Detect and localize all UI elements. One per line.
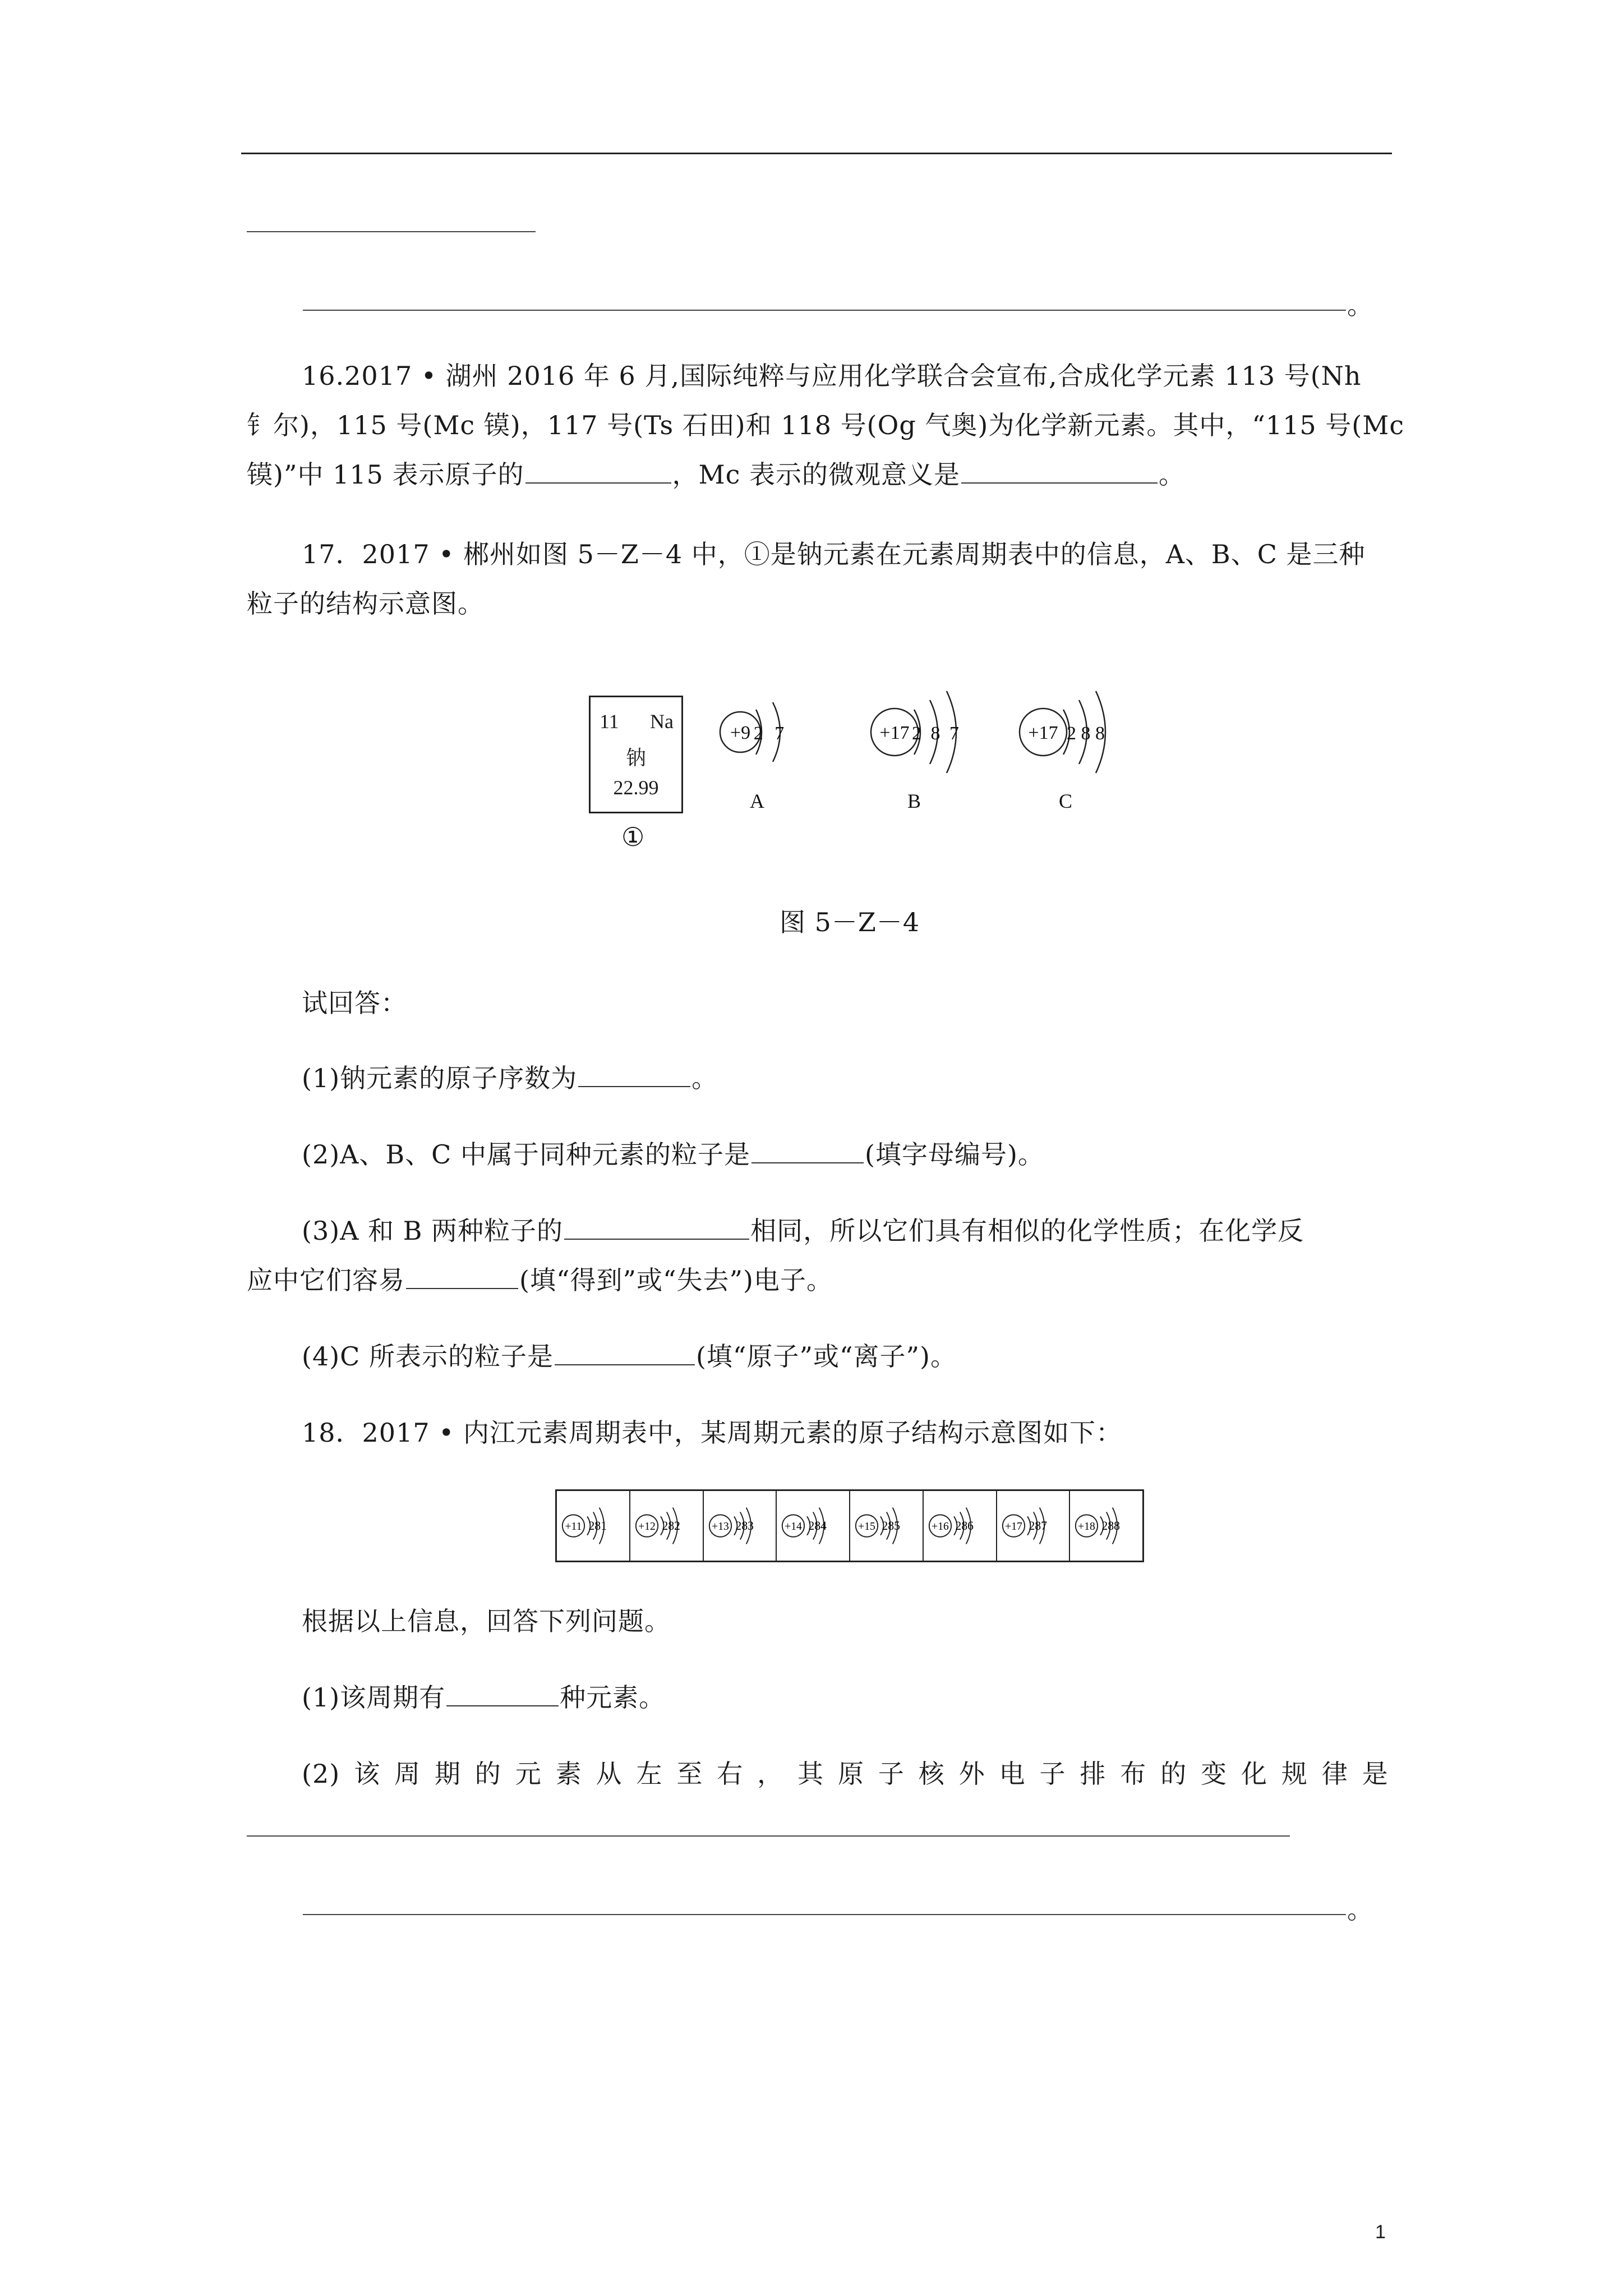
q18-sub2-char: 是 [1362, 1759, 1389, 1789]
period-atom-nucleus: +14 [785, 1520, 803, 1533]
q18-sub2-char: 核 [918, 1759, 945, 1789]
atom-a-label: A [750, 790, 764, 812]
q17-sub-1 [302, 1061, 718, 1095]
q18-sub2-char: 周 [394, 1759, 421, 1789]
answer-blank-long [303, 310, 1346, 311]
q17-sub-3-line-2 [247, 1263, 833, 1297]
q17-line-2: 粒子的结构示意图。 [247, 588, 484, 619]
q17-sub4-end: (填“原子”或“离子”)。 [695, 1341, 957, 1372]
period-atom-shells: 285 [882, 1519, 900, 1533]
q17-sub2-blank [751, 1140, 864, 1163]
q16-line-2: 钅尔)，115 号(Mc 镆)，117 号(Ts 石田)和 118 号(Og 气奥)为化学新元素。其中，“115 号(Mc [247, 410, 1405, 440]
q17-sub1-blank [578, 1064, 690, 1087]
answer-blank-short [247, 231, 536, 232]
end-mark: 。 [1347, 290, 1373, 320]
period-atom-cell [924, 1491, 997, 1561]
q18-sub1-text: (1)该周期有 [302, 1682, 446, 1713]
q18-sub2-char: 其 [797, 1759, 824, 1789]
period-atom-shells: 286 [955, 1519, 974, 1533]
period-atom-nucleus: +18 [1078, 1520, 1096, 1533]
q18-answer-blank-2 [303, 1914, 1346, 1915]
period-atom-cell [557, 1491, 630, 1561]
q18-sub-2 [302, 1757, 1389, 1791]
q18-sub2-char: 律 [1321, 1759, 1348, 1789]
q18-sub2-char: 子 [878, 1759, 905, 1789]
q18-sub2-char: 变 [1201, 1759, 1228, 1789]
q17-sub2-end: (填字母编号)。 [865, 1139, 1044, 1170]
period-atom-nucleus: +11 [565, 1520, 582, 1533]
period-atom-nucleus: +17 [1004, 1520, 1022, 1533]
atom-b-shells: 2 8 7 [912, 723, 961, 744]
page-number: 1 [1375, 2221, 1386, 2243]
q16-text-a: 镆)”中 115 表示原子的 [247, 459, 524, 490]
period-atom-cell [1070, 1491, 1142, 1561]
q18-sub2-char: 规 [1281, 1759, 1308, 1789]
q18-prompt: 根据以上信息，回答下列问题。 [302, 1606, 671, 1636]
period-atom-cell [777, 1491, 850, 1561]
atom-b-label: B [907, 790, 921, 812]
q17-sub3-text-b: 相同，所以它们具有相似的化学性质；在化学反 [750, 1216, 1304, 1246]
sodium-element-card [589, 696, 683, 813]
q17-sub4-blank [555, 1342, 695, 1365]
q18-sub-1 [302, 1681, 665, 1714]
q18-sub2-char: 排 [1080, 1759, 1106, 1789]
q18-sub2-char: 化 [1241, 1759, 1268, 1789]
period-atom-shells: 281 [588, 1519, 607, 1533]
period-atom-cell [850, 1491, 924, 1561]
q18-sub2-char: 至 [676, 1759, 703, 1789]
period-atom-shells: 288 [1101, 1519, 1121, 1533]
q18-sub2-char: 从 [596, 1759, 623, 1789]
q18-sub2-char: ， [757, 1759, 784, 1789]
sodium-symbol: Na [650, 710, 674, 733]
atom-c-shells: 2 8 8 [1067, 723, 1105, 744]
period-atom-shells: 283 [735, 1519, 754, 1533]
q17-sub1-end: 。 [691, 1063, 718, 1093]
q17-sub-4 [302, 1340, 957, 1373]
q17-sub3-blank-1 [564, 1216, 749, 1240]
period-atom-strip [555, 1489, 1144, 1562]
q16-line-1: 16.2017 • 湖州 2016 年 6 月,国际纯粹与应用化学联合会宣布,合成化学元素 113 号(Nh [302, 361, 1362, 391]
atom-c-label: C [1058, 790, 1073, 812]
sodium-card-label: ① [621, 823, 645, 852]
q16-text-b: ，Mc 表示的微观意义是 [672, 459, 961, 490]
sodium-mass: 22.99 [613, 776, 659, 799]
q18-answer-blank-1 [247, 1835, 1290, 1837]
q18-sub2-char: 元 [515, 1759, 542, 1789]
q17-sub-2 [302, 1138, 1044, 1171]
sodium-name: 钠 [625, 747, 646, 770]
q16-blank-1 [525, 460, 671, 484]
q17-sub3-blank-2 [406, 1266, 518, 1289]
atom-structure-diagrams [707, 656, 1144, 813]
q18-sub2-char: 左 [636, 1759, 663, 1789]
period-atom-nucleus: +16 [931, 1520, 949, 1533]
period-atom-shells: 284 [808, 1519, 827, 1533]
q18-sub2-char: 素 [555, 1759, 582, 1789]
q18-sub2-char: 的 [474, 1759, 501, 1789]
q17-sub3-text-d: (填“得到”或“失去”)电子。 [519, 1265, 833, 1295]
period-atom-cell [630, 1491, 704, 1561]
q17-prompt: 试回答： [302, 988, 407, 1018]
q16-line-3 [247, 458, 1185, 491]
q18-sub2-char: 电 [999, 1759, 1026, 1789]
q18-sub2-char: 外 [958, 1759, 985, 1789]
q16-blank-2 [961, 460, 1158, 484]
q17-sub4-text: (4)C 所表示的粒子是 [302, 1341, 554, 1372]
q17-sub3-text-c: 应中它们容易 [247, 1265, 405, 1295]
period-atom-cell [704, 1491, 777, 1561]
q17-sub-3-line-1 [302, 1214, 1304, 1248]
q18-sub2-char: 期 [434, 1759, 461, 1789]
period-atom-nucleus: +12 [638, 1520, 656, 1533]
q18-end-mark: 。 [1347, 1894, 1373, 1925]
sodium-atomic-number: 11 [600, 710, 619, 733]
q18-sub2-char: 右 [717, 1759, 744, 1789]
figure-caption: 图 5－Z－4 [780, 907, 920, 937]
atom-a-shells: 2 7 [753, 723, 788, 744]
q17-sub2-text: (2)A、B、C 中属于同种元素的粒子是 [302, 1139, 751, 1170]
atom-b-nucleus-charge: +17 [879, 723, 910, 743]
q18-line-1: 18．2017 • 内江元素周期表中，某周期元素的原子结构示意图如下： [302, 1418, 1122, 1448]
period-atom-cell [997, 1491, 1071, 1561]
q18-sub1-end: 种元素。 [560, 1682, 666, 1713]
period-atom-shells: 282 [662, 1519, 680, 1533]
q16-text-c: 。 [1159, 459, 1186, 490]
period-atom-nucleus: +13 [711, 1520, 729, 1533]
q18-sub2-char: 的 [1160, 1759, 1187, 1789]
q18-sub2-char: (2) [302, 1759, 340, 1789]
header-rule [241, 153, 1392, 154]
period-atom-shells: 287 [1029, 1519, 1047, 1533]
q18-sub2-char: 该 [354, 1759, 381, 1789]
q17-sub3-text-a: (3)A 和 B 两种粒子的 [302, 1216, 564, 1246]
period-atom-nucleus: +15 [858, 1520, 875, 1533]
atom-c-nucleus-charge: +17 [1028, 723, 1058, 743]
q18-sub1-blank [446, 1683, 559, 1706]
q18-sub2-char: 子 [1039, 1759, 1066, 1789]
q18-sub2-char: 布 [1120, 1759, 1147, 1789]
q18-sub2-char: 原 [837, 1759, 864, 1789]
q17-sub1-text: (1)钠元素的原子序数为 [302, 1063, 578, 1093]
atom-a-nucleus-charge: +9 [730, 723, 751, 743]
q17-line-1: 17．2017 • 郴州如图 5－Z－4 中，①是钠元素在元素周期表中的信息，A、B、C 是三种 [302, 539, 1366, 569]
